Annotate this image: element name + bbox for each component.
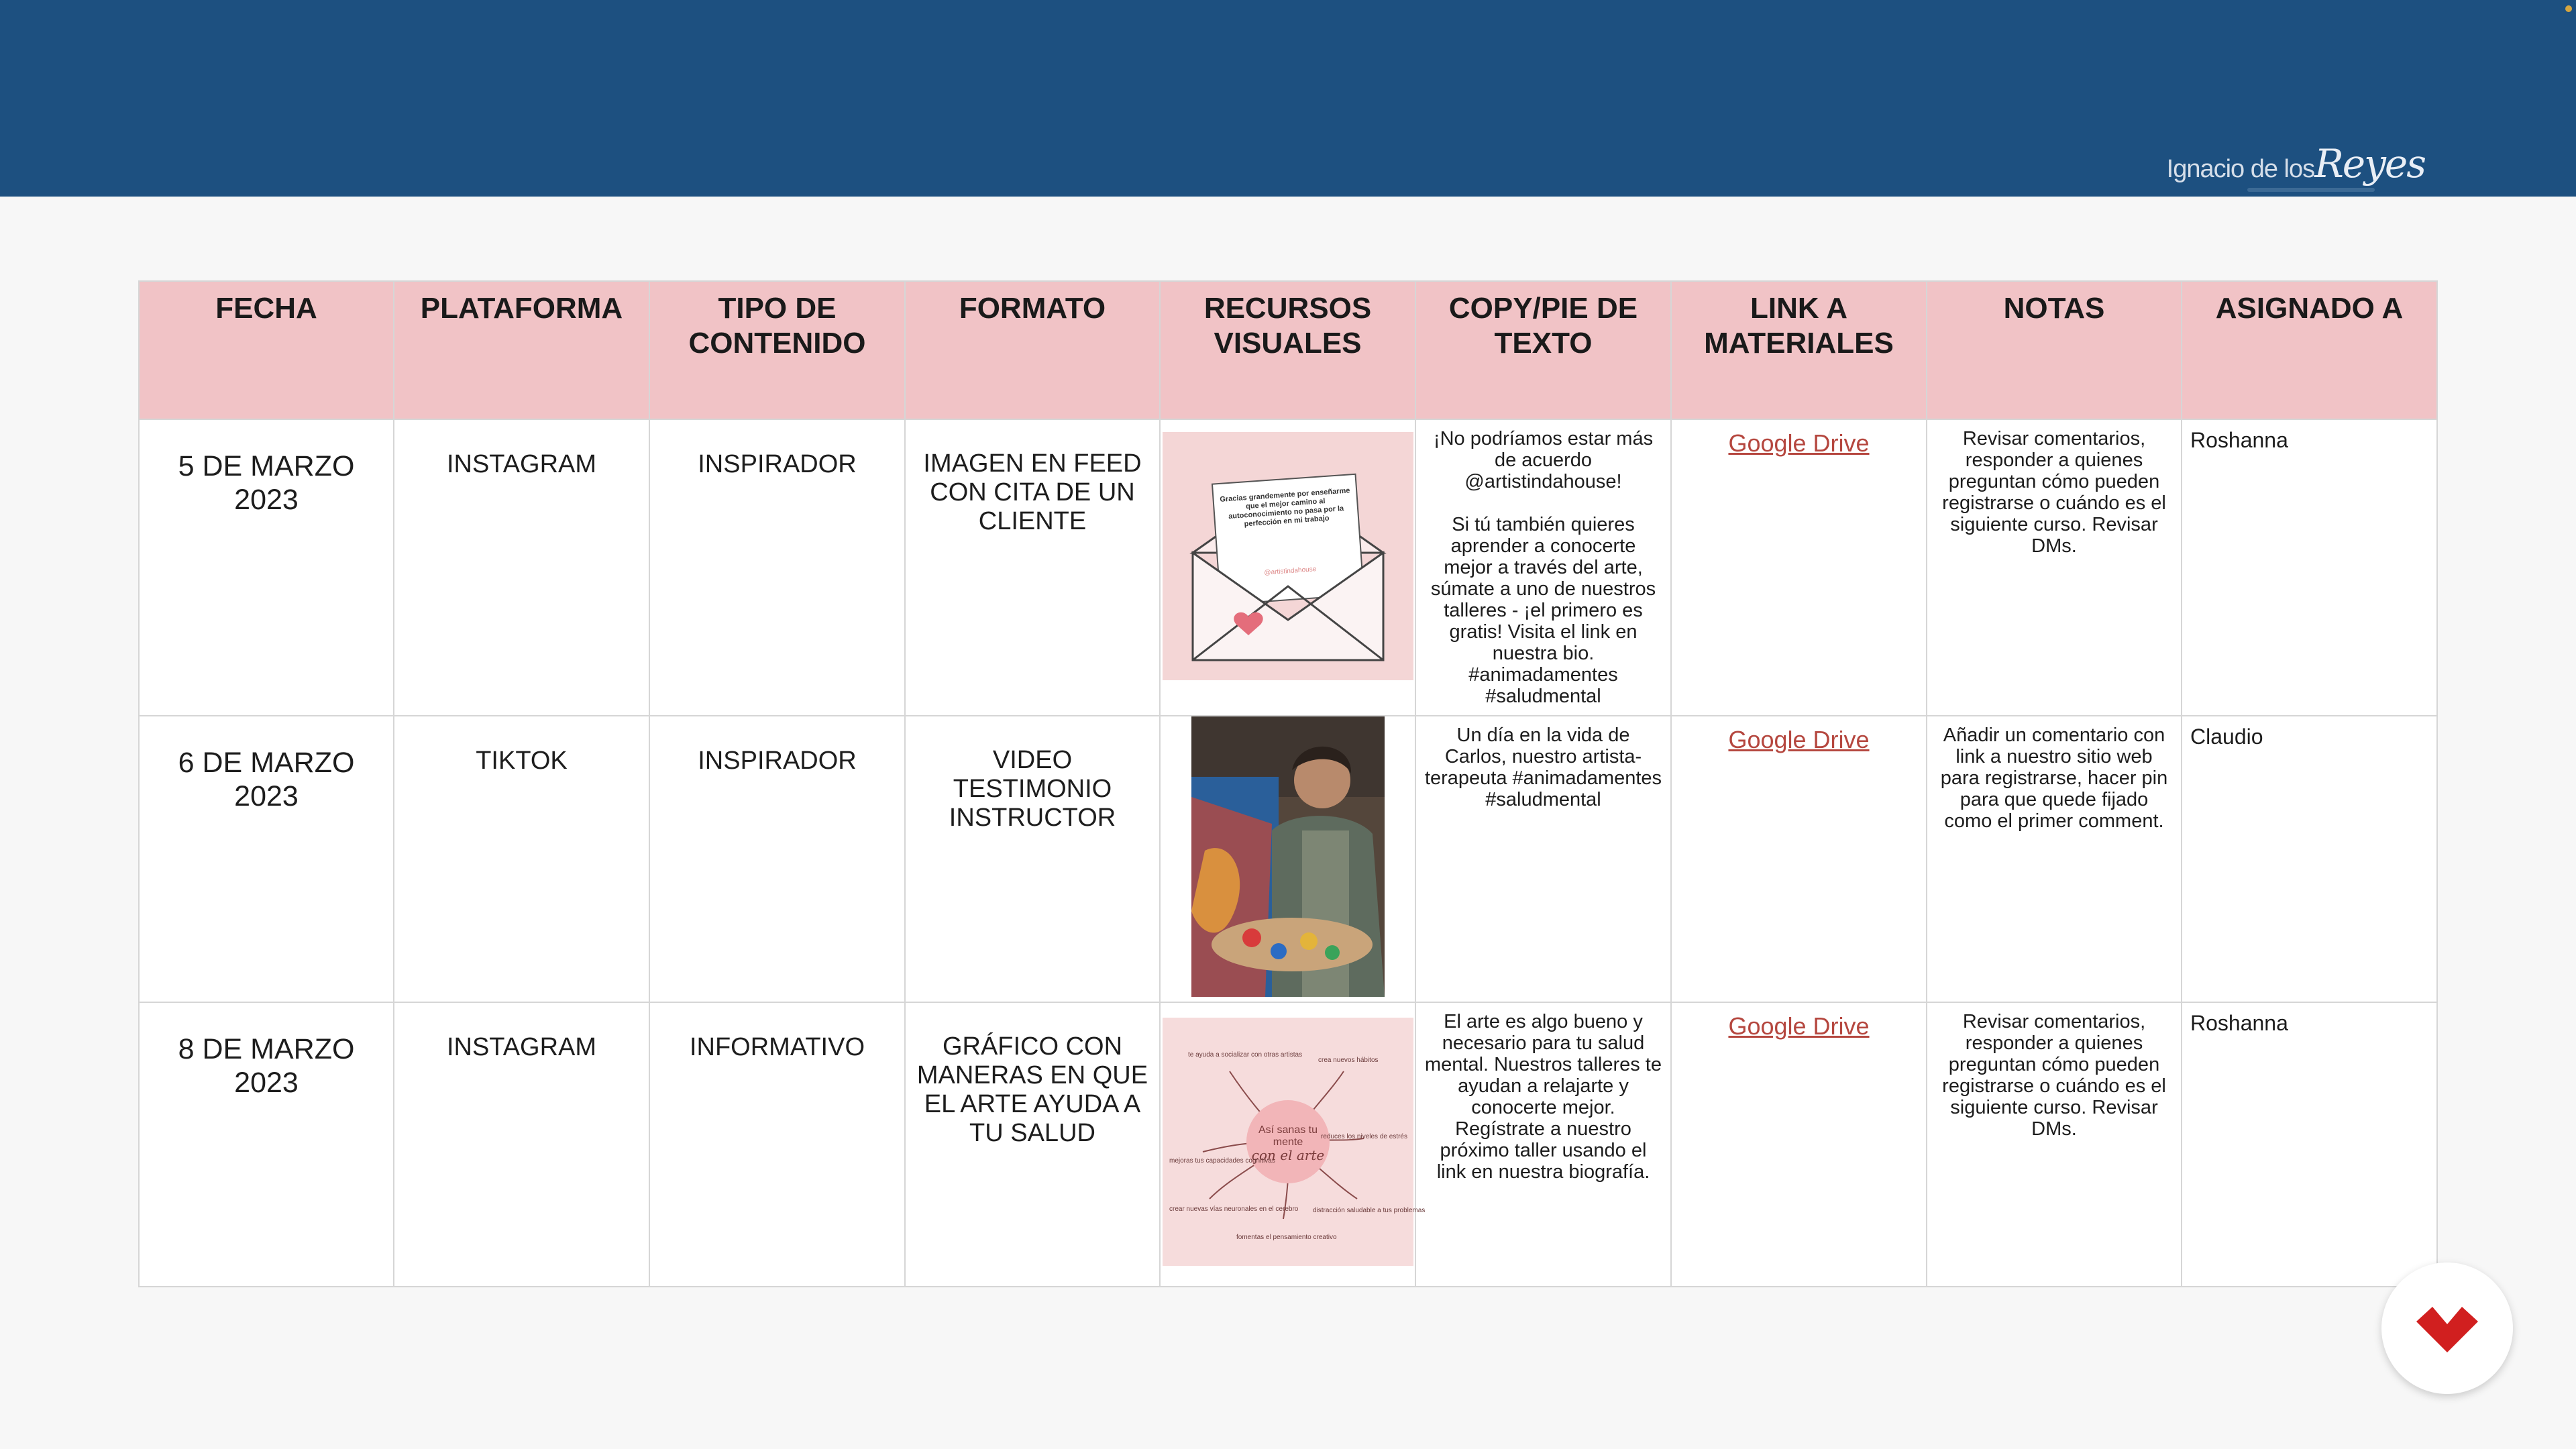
cell-notas: Revisar comentarios, responder a quienes preguntan cómo pueden registrarse o cuándo es el siguiente curso. Revisar DMs.: [1927, 1002, 2182, 1287]
cell-asignado: Roshanna: [2182, 419, 2437, 716]
cell-link: [1671, 1002, 1927, 1287]
envelope-quote-image: [1163, 432, 1413, 680]
brand-tagline-mark: [2247, 188, 2375, 192]
header-bar: [0, 0, 2576, 197]
cell-plataforma: TIKTOK: [394, 716, 649, 1002]
cell-fecha: 6 DE MARZO 2023: [139, 716, 394, 1002]
header-recursos-visuales: RECURSOS VISUALES: [1160, 281, 1415, 419]
mindmap-node: distracción saludable a tus problemas: [1312, 1207, 1425, 1214]
copy-paragraph-1: ¡No podríamos estar más de acuerdo @artistindahouse!: [1433, 428, 1654, 492]
brand-logo-name: Reyes: [2314, 141, 2425, 186]
copy-paragraph-1: El arte es algo bueno y necesario para tu salud mental. Nuestros talleres te ayudan a relajarte y conocerte mejor. Regístrate a nuestro próximo taller usando el link en nuestra biografía.: [1425, 1011, 1662, 1183]
google-drive-link[interactable]: Google Drive: [1728, 429, 1870, 457]
mindmap-center-line-1: Así sanas tu: [1258, 1124, 1318, 1136]
envelope-card-handle: @artistindahouse: [1263, 566, 1317, 577]
cell-copy: [1415, 716, 1671, 1002]
envelope-card-text: Gracias grandemente por enseñarme que el mejor camino al autoconocimiento no pasa por la perfección en mi trabajo: [1219, 486, 1350, 529]
copy-paragraph-2: Si tú también quieres aprender a conocerte mejor a través del arte, súmate a uno de nuestros talleres - ¡el primero es gratis! Visita el link en nuestra bio. #animadamentes #saludmental: [1430, 514, 1656, 707]
cell-plataforma: INSTAGRAM: [394, 1002, 649, 1287]
header-formato: FORMATO: [905, 281, 1160, 419]
cell-tipo: INSPIRADOR: [649, 716, 905, 1002]
table-row: [139, 1002, 2437, 1287]
cell-formato: GRÁFICO CON MANERAS EN QUE EL ARTE AYUDA A TU SALUD: [905, 1002, 1160, 1287]
brand-logo: [2167, 141, 2425, 186]
cell-formato: VIDEO TESTIMONIO INSTRUCTOR: [905, 716, 1160, 1002]
cell-asignado: Claudio: [2182, 716, 2437, 1002]
header-fecha: FECHA: [139, 281, 394, 419]
cell-copy: [1415, 1002, 1671, 1287]
cell-visual: [1160, 1002, 1425, 1287]
cell-visual: [1160, 419, 1415, 716]
mindmap-center-line-3: con el arte: [1251, 1147, 1324, 1163]
header-notas: NOTAS: [1927, 281, 2182, 419]
google-drive-link[interactable]: Google Drive: [1728, 1012, 1870, 1040]
copy-paragraph-1: Un día en la vida de Carlos, nuestro artista-terapeuta #animadamentes #saludmental: [1424, 724, 1662, 810]
cell-fecha: 5 DE MARZO 2023: [139, 419, 394, 716]
table-row: [139, 419, 2437, 716]
cell-link: [1671, 716, 1927, 1002]
cell-notas: Añadir un comentario con link a nuestro sitio web para registrarse, hacer pin para que quede fijado como el primer comment.: [1927, 716, 2182, 1002]
cell-link: [1671, 419, 1927, 716]
cell-fecha: 8 DE MARZO 2023: [139, 1002, 394, 1287]
mindmap-node: mejoras tus capacidades cognitivas: [1169, 1157, 1275, 1165]
brand-mark-icon: [2414, 1295, 2481, 1362]
cell-visual: [1160, 716, 1415, 1002]
cell-notas: Revisar comentarios, responder a quienes preguntan cómo pueden registrarse o cuándo es el siguiente curso. Revisar DMs.: [1927, 419, 2182, 716]
painter-photo: [1191, 716, 1385, 997]
header-copy: COPY/PIE DE TEXTO: [1415, 281, 1671, 419]
header-asignado: ASIGNADO A: [2182, 281, 2437, 419]
cell-asignado: Roshanna: [2182, 1002, 2437, 1287]
mindmap-node: crea nuevos hábitos: [1318, 1057, 1379, 1064]
header-tipo-contenido: TIPO DE CONTENIDO: [649, 281, 905, 419]
brand-logo-prefix: Ignacio de los: [2166, 155, 2315, 183]
mindmap-node: fomentas el pensamiento creativo: [1236, 1234, 1337, 1241]
google-drive-link[interactable]: Google Drive: [1728, 726, 1870, 753]
header-plataforma: PLATAFORMA: [394, 281, 649, 419]
cell-formato: IMAGEN EN FEED CON CITA DE UN CLIENTE: [905, 419, 1160, 716]
cell-tipo: INSPIRADOR: [649, 419, 905, 716]
mindmap-node: reduces los niveles de estrés: [1320, 1133, 1407, 1140]
table-row: [139, 716, 2437, 1002]
header-link-materiales: LINK A MATERIALES: [1671, 281, 1927, 419]
content-calendar-table: [138, 280, 2438, 1287]
status-dot: [2565, 5, 2572, 12]
mindmap-node: te ayuda a socializar con otras artistas: [1187, 1051, 1302, 1059]
mindmap-image: [1163, 1018, 1425, 1266]
header-row: [139, 281, 2437, 419]
cell-tipo: INFORMATIVO: [649, 1002, 905, 1287]
floating-action-button[interactable]: [2381, 1263, 2513, 1394]
mindmap-node: crear nuevas vías neuronales en el cerebro: [1169, 1205, 1298, 1213]
cell-plataforma: INSTAGRAM: [394, 419, 649, 716]
mindmap-center-line-2: mente: [1273, 1136, 1303, 1148]
cell-copy: [1415, 419, 1671, 716]
